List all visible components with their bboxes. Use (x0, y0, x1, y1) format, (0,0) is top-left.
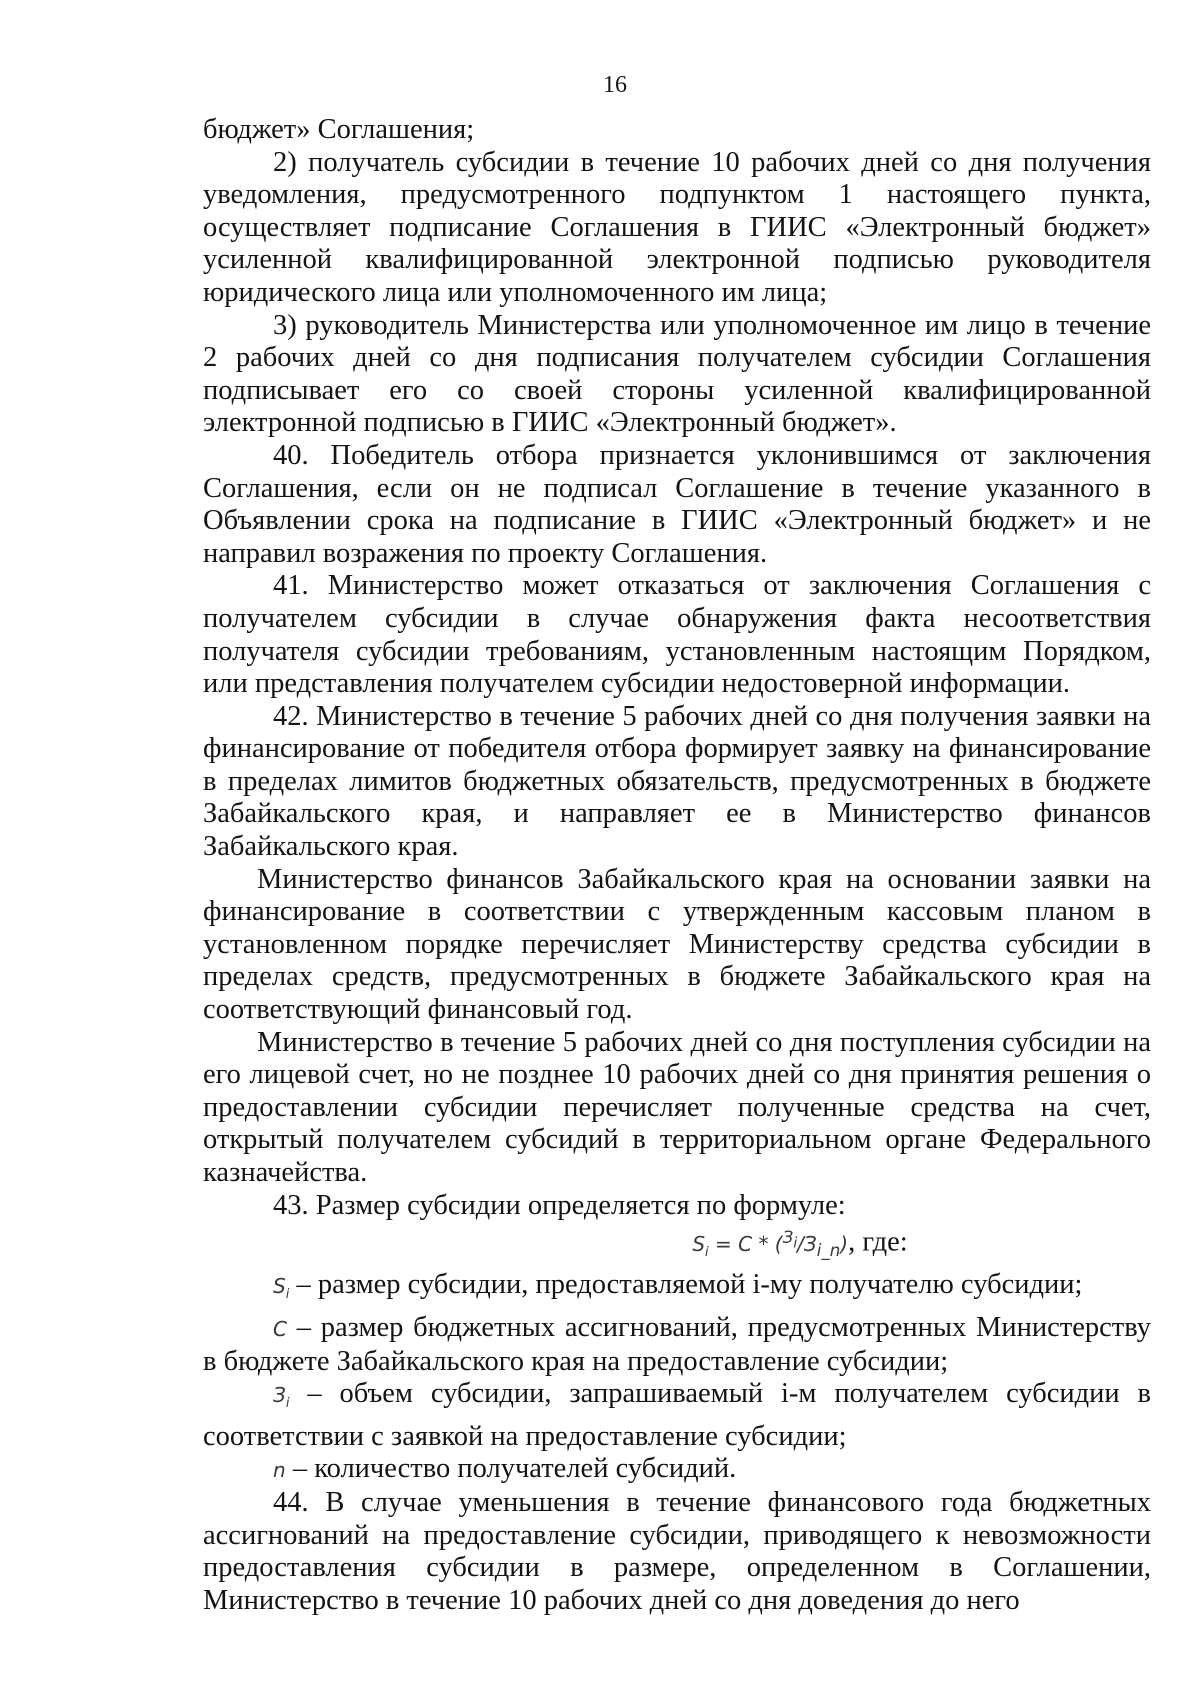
formula-numerator: Зi (782, 1228, 798, 1252)
symbol-c: C (273, 1317, 287, 1342)
paragraph-40: 40. Победитель отбора признается уклонившимся от заключения Соглашения, если он не подписал Соглашение в течение указанного в Объявлении срока на подписание в ГИИС «Электронный бюджет» и не направил возражения по проекту Соглашения. (203, 439, 1151, 569)
paragraph-item-3: 3) руководитель Министерства или уполномоченное им лицо в течение 2 рабочих дней со дня подписания получателем субсидии Соглашения подписывает его со своей стороны усиленной квалифицированной электронной подписью в ГИИС «Электронный бюджет». (203, 309, 1151, 439)
paragraph-44: 44. В случае уменьшения в течение финансового года бюджетных ассигнований на предоставление субсидии, приводящего к невозможности предоставления субсидии в размере, определенном в Соглашении, Министерство в течение 10 рабочих дней со дня доведения до него (203, 1487, 1151, 1616)
definition-si: $S_i$ – размер субсидии, предоставляемой i-му получателю субсидии; (273, 1269, 1083, 1303)
definition-zi: $З_i$ – объем субсидии, запрашиваемый i-м получателем субсидии в соответствии с заявкой на предоставление субсидии; (203, 1378, 1151, 1452)
symbol-n: n (273, 1458, 286, 1483)
formula-lhs: $S_i$ (692, 1231, 709, 1260)
subsidy-formula (449, 1222, 1151, 1269)
document-body (203, 114, 1151, 1617)
definition-c: C – размер бюджетных ассигнований, предусмотренных Министерству в бюджете Забайкальского края на предоставление субсидии; (203, 1312, 1151, 1377)
paragraph-finance-ministry: Министерство финансов Забайкальского края на основании заявки на финансирование в соответствии с утвержденным кассовым планом в установленном порядке перечисляет Министерству средства субсидии в пределах средств, предусмотренных в бюджете Забайкальского края на соответствующий финансовый год. (203, 863, 1151, 1026)
paragraph-41: 41. Министерство может отказаться от заключения Соглашения с получателем субсидии в случае обнаружения факта несоответствия получателя субсидии требованиям, установленным настоящим Порядком, или представления получателем субсидии недостоверной информации. (203, 570, 1151, 700)
paragraph-transfer: Министерство в течение 5 рабочих дней со дня поступления субсидии на его лицевой счет, но не позднее 10 рабочих дней со дня принятия решения о предоставлении субсидии перечисляет полученные средства на счет, открытый получателем субсидий в территориальном органе Федерального казначейства. (203, 1026, 1151, 1188)
formula-denominator: $З_{i\_n}$ (803, 1231, 841, 1260)
paragraph-continuation: бюджет» Соглашения; (203, 114, 475, 145)
symbol-zi: $З_i$ (273, 1383, 290, 1412)
symbol-si: $S_i$ (273, 1274, 290, 1303)
page-number: 16 (603, 72, 627, 98)
formula-rhs: = C * $(^{З_i}/З_{i\_n})$ (708, 1228, 849, 1260)
paragraph-43: 43. Размер субсидии определяется по формуле: (273, 1189, 846, 1221)
definition-n: n – количество получателей субсидий. (273, 1453, 737, 1485)
paragraph-item-2: 2) получатель субсидии в течение 10 рабочих дней со дня получения уведомления, предусмотренного подпунктом 1 настоящего пункта, осуществляет подписание Соглашения в ГИИС «Электронный бюджет» усиленной квалифицированной электронной подписью руководителя юридического лица или уполномоченного им лица; (203, 146, 1151, 308)
formula-suffix: , где: (848, 1226, 908, 1258)
paragraph-42: 42. Министерство в течение 5 рабочих дней со дня получения заявки на финансирование от победителя отбора формирует заявку на финансирование в пределах лимитов бюджетных обязательств, предусмотренных в бюджете Забайкальского края, и направляет ее в Министерство финансов Забайкальского края. (203, 700, 1151, 863)
